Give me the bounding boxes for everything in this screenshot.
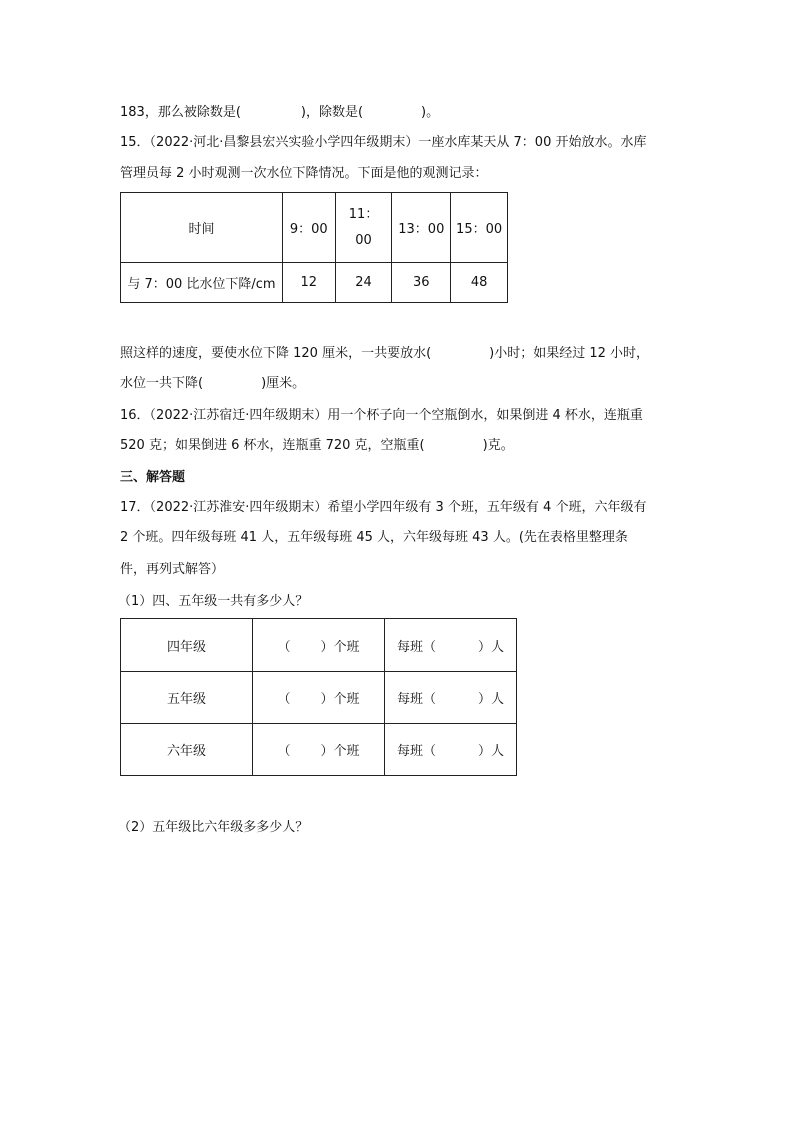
table-row (121, 619, 517, 672)
q16-line1: 16．（2022·江苏宿迁·四年级期末）用一个杯子向一个空瓶倒水，如果倒进 4 杯水，连瓶重 (120, 408, 643, 423)
classes-cell[interactable]: （ ）个班 (253, 724, 385, 776)
q17-line2: 2 个班。四年级每班 41 人，五年级每班 45 人，六年级每班 43 人。(先在表格里整理条 (120, 530, 628, 545)
time-13: 13：00 (392, 193, 451, 263)
grade-cell: 五年级 (121, 672, 253, 724)
classes-cell[interactable]: （ ）个班 (253, 672, 385, 724)
per-class-cell[interactable]: 每班（ ）人 (385, 619, 517, 672)
grade-cell: 四年级 (121, 619, 253, 672)
q17-line1: 17．（2022·江苏淮安·四年级期末）希望小学四年级有 3 个班，五年级有 4 个班，六年级有 (120, 500, 647, 515)
table-row (121, 724, 517, 776)
q16-line2: 520 克；如果倒进 6 杯水，连瓶重 720 克，空瓶重( )克。 (120, 438, 514, 453)
time-11: 11： 00 (335, 193, 392, 263)
per-class-cell[interactable]: 每班（ ）人 (385, 672, 517, 724)
q15-after-line1: 照这样的速度，要使水位下降 120 厘米，一共要放水( )小时；如果经过 12 小时， (120, 346, 650, 361)
q14-text-b: )，除数是( (300, 105, 364, 120)
time-9: 9：00 (282, 193, 335, 263)
q17-sub1: （1）四、五年级一共有多少人？ (118, 594, 309, 609)
time-15: 15：00 (451, 193, 508, 263)
q15-line1: 15．（2022·河北·昌黎县宏兴实验小学四年级期末）一座水库某天从 7：00 开始放水。水库 (120, 135, 647, 150)
water-level-table (120, 192, 508, 303)
drop-header: 与 7：00 比水位下降/cm (121, 263, 283, 303)
q14-text-a: 183，那么被除数是( (120, 105, 241, 120)
drop-15: 48 (451, 263, 508, 303)
time-header: 时间 (121, 193, 283, 263)
drop-13: 36 (392, 263, 451, 303)
grade-cell: 六年级 (121, 724, 253, 776)
q15-line2: 管理员每 2 小时观测一次水位下降情况。下面是他的观测记录： (120, 166, 488, 181)
q17-sub2: （2）五年级比六年级多多少人？ (118, 820, 309, 835)
classes-cell[interactable]: （ ）个班 (253, 619, 385, 672)
q14-text-c: )。 (421, 105, 440, 120)
class-table (120, 618, 517, 776)
q15-after-line2: 水位一共下降( )厘米。 (120, 376, 306, 391)
drop-11: 24 (335, 263, 392, 303)
section-heading: 三、解答题 (120, 470, 186, 485)
q17-line3: 件，再列式解答） (120, 562, 225, 577)
per-class-cell[interactable]: 每班（ ）人 (385, 724, 517, 776)
q14-continuation (120, 103, 439, 123)
table-row (121, 672, 517, 724)
drop-9: 12 (282, 263, 335, 303)
